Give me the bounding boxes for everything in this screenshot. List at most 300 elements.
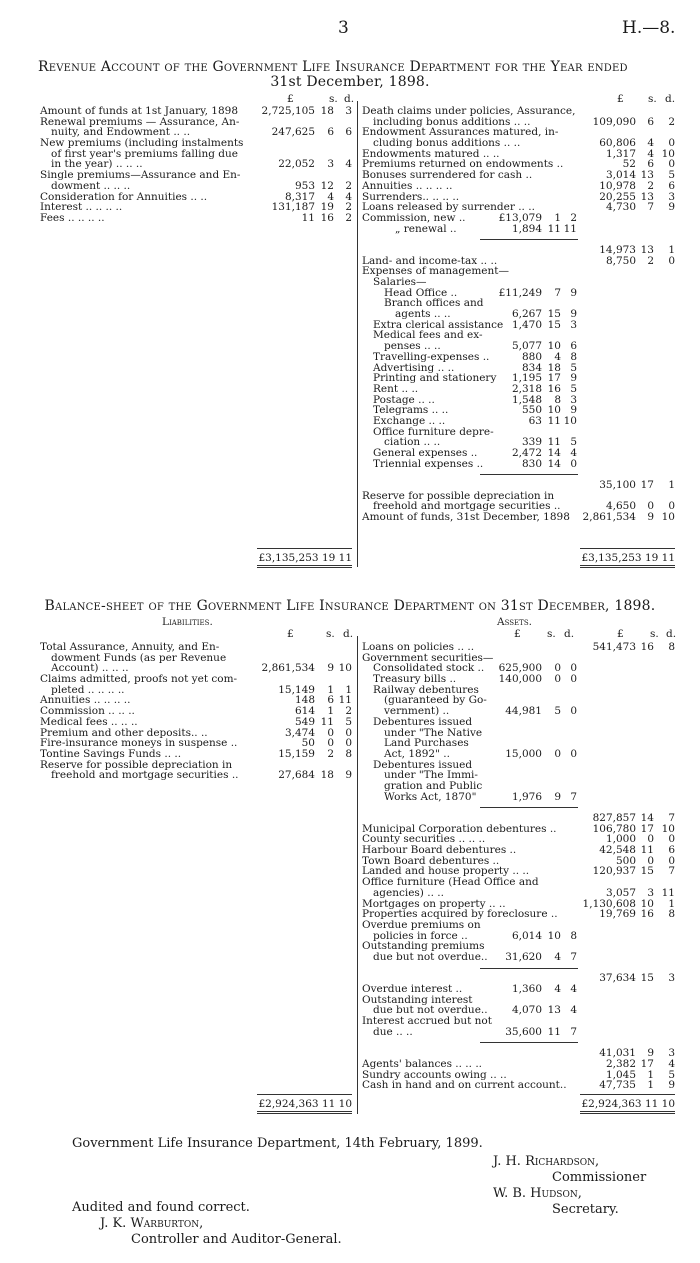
document-reference: H.—8.	[622, 18, 676, 38]
ledger-row	[362, 888, 674, 899]
shillings: 1	[327, 705, 334, 718]
ledger-row	[362, 920, 674, 931]
pounds: 1,130,608	[582, 897, 636, 910]
row-label: due but not overdue..	[373, 950, 488, 963]
row-label: Medical fees .. .. ..	[40, 715, 138, 728]
shillings: 11	[320, 715, 334, 728]
inner-pounds: 6,014	[511, 929, 542, 942]
inner-pence: 9	[570, 286, 577, 299]
inner-shillings: 15	[547, 318, 561, 331]
inner-pence: 4	[570, 983, 577, 995]
pounds: 2,725,105	[261, 105, 315, 117]
shillings: 9	[647, 1047, 654, 1060]
inner-shillings: 14	[547, 447, 561, 459]
shillings: 6	[327, 694, 334, 707]
ledger-row	[40, 749, 352, 760]
inner-pence: 0	[570, 705, 577, 718]
shillings: 4	[327, 190, 334, 203]
inner-shillings: 7	[554, 286, 561, 299]
shillings: 17	[640, 822, 654, 835]
inner-pounds: £13,079	[498, 211, 542, 224]
inner-pounds: 1,894	[511, 222, 542, 235]
pence: 10	[661, 147, 675, 160]
signatory-1-name: J. H. Richardson,	[493, 1154, 600, 1169]
row-label: New premiums (including instalments	[40, 137, 244, 150]
inner-shillings: 4	[554, 983, 561, 995]
ledger-row	[362, 1059, 674, 1070]
balance-left-double-rule	[257, 1111, 352, 1114]
inner-pence: 7	[570, 950, 577, 963]
shillings: 16	[640, 641, 654, 653]
row-label: Medical fees and ex-	[373, 329, 483, 342]
row-label: Municipal Corporation debentures ..	[362, 822, 557, 835]
row-label: under "The Native	[384, 726, 483, 739]
balance-title: Balance-sheet of the Government Life Insurance Department on 31st December, 1898.	[44, 598, 656, 614]
row-label: Postage .. ..	[373, 393, 435, 406]
pence: 9	[668, 201, 675, 214]
inner-pence: 6	[570, 340, 577, 353]
row-label: under "The Immi-	[384, 769, 478, 782]
inner-pounds: 2,472	[511, 447, 542, 459]
pounds: 549	[294, 715, 315, 728]
row-label: in the year) .. .. ..	[51, 158, 143, 171]
row-label: Commission .. .. ..	[40, 705, 135, 718]
row-label: Overdue premiums on	[362, 918, 481, 931]
shillings: 9	[327, 662, 334, 675]
pence: 3	[668, 1047, 675, 1060]
shillings: 1	[327, 683, 334, 696]
row-label: Total Assurance, Annuity, and En-	[40, 641, 220, 653]
pence: 4	[345, 190, 352, 203]
inner-pence: 11	[563, 222, 577, 235]
shillings: 0	[327, 726, 334, 739]
inner-pounds: 63	[528, 414, 542, 427]
row-label: dowment .. .. ..	[51, 179, 131, 192]
subtotal-rule	[480, 807, 578, 808]
ledger-row	[40, 717, 352, 728]
ledger-row	[40, 770, 352, 781]
pounds: 614	[294, 705, 315, 718]
row-label: Government securities—	[362, 651, 494, 664]
ledger-row	[362, 181, 674, 192]
inner-pence: 8	[570, 929, 577, 942]
row-label: Annuities .. .. .. ..	[40, 694, 131, 707]
inner-pence: 2	[570, 211, 577, 224]
inner-pence: 7	[570, 1025, 577, 1038]
pence: 3	[668, 972, 675, 985]
row-label: Premium and other deposits.. ..	[40, 726, 208, 739]
shillings: 19	[320, 201, 334, 214]
pence: 2	[345, 211, 352, 224]
subtotal-rule	[480, 239, 578, 240]
ledger-row	[362, 213, 674, 224]
inner-pence: 0	[570, 673, 577, 686]
balance-right-pence-header: d.	[666, 628, 677, 640]
row-label: Triennial expenses ..	[373, 457, 484, 470]
shillings: 12	[320, 179, 334, 192]
row-label: Town Board debentures ..	[362, 854, 500, 867]
inner-pence: 0	[570, 662, 577, 675]
pounds: 14,973	[599, 243, 636, 256]
pounds: 47,735	[599, 1079, 636, 1092]
pence: 0	[345, 737, 352, 750]
shillings: 3	[647, 886, 654, 899]
pounds: 15,149	[278, 683, 315, 696]
shillings: 14	[640, 812, 654, 824]
inner-pence: 5	[570, 382, 577, 395]
row-label: „ renewal ..	[395, 222, 457, 235]
pounds: 953	[294, 179, 315, 192]
row-label: dowment Funds (as per Revenue	[51, 651, 227, 664]
row-label: Fire-insurance moneys in suspense ..	[40, 737, 238, 750]
balance-divider	[357, 636, 358, 1114]
row-label: Fees .. .. .. ..	[40, 211, 105, 224]
row-label: Sundry accounts owing .. ..	[362, 1068, 507, 1081]
revenue-right-total: £3,135,253 19 11	[581, 552, 675, 564]
inner-shillings: 4	[554, 350, 561, 363]
inner-shillings: 13	[547, 1004, 561, 1017]
row-label: gration and Public	[384, 779, 483, 792]
pounds: 148	[294, 694, 315, 707]
shillings: 10	[640, 897, 654, 910]
revenue-receipts-list	[40, 106, 352, 224]
pence: 9	[668, 1079, 675, 1092]
inner-pounds: 5,077	[511, 340, 542, 353]
pounds: 8,317	[284, 190, 315, 203]
revenue-payments-list	[362, 106, 674, 523]
signatory-1-title: Commissioner	[552, 1170, 647, 1185]
row-label: Treasury bills ..	[373, 673, 457, 686]
row-label: Agents' balances .. .. ..	[362, 1057, 482, 1070]
subtotal-rule	[480, 968, 578, 969]
row-label: Land- and income-tax .. ..	[362, 254, 498, 267]
inner-pounds: 880	[521, 350, 542, 363]
inner-pounds: 6,267	[511, 308, 542, 321]
ledger-row	[40, 181, 352, 192]
pence: 3	[668, 190, 675, 203]
pounds: 541,473	[592, 641, 636, 653]
audit-statement: Audited and found correct.	[72, 1200, 250, 1215]
inner-pence: 5	[570, 361, 577, 374]
revenue-title-date: 31st December, 1898.	[270, 74, 430, 90]
shillings: 18	[320, 105, 334, 117]
shillings: 17	[640, 1057, 654, 1070]
row-label: Loans on policies .. ..	[362, 641, 475, 653]
pence: 0	[345, 726, 352, 739]
inner-shillings: 10	[547, 404, 561, 417]
inner-pence: 5	[570, 436, 577, 449]
revenue-title: Revenue Account of the Government Life Insurance Department for the Year ended	[38, 59, 628, 75]
inner-shillings: 16	[547, 382, 561, 395]
inner-pounds: 1,470	[511, 318, 542, 331]
balance-inner-pounds-header: £	[514, 628, 521, 640]
row-label: Printing and stationery	[373, 372, 497, 385]
row-label: Consolidated stock ..	[373, 662, 485, 675]
ledger-row	[362, 384, 674, 395]
pence: 0	[668, 833, 675, 846]
row-label: Premiums returned on endowments ..	[362, 158, 564, 171]
pence: 10	[661, 511, 675, 524]
inner-pounds: 31,620	[505, 950, 542, 963]
pounds: 42,548	[599, 844, 636, 857]
revenue-left-pence-header: d.	[344, 93, 355, 105]
row-label: Branch offices and	[384, 297, 484, 310]
balance-left-pence-header: d.	[343, 628, 354, 640]
row-label: Debentures issued	[373, 758, 473, 771]
ledger-row	[362, 749, 674, 760]
shillings: 13	[640, 190, 654, 203]
pounds: 247,625	[271, 126, 315, 139]
pounds: 2,861,534	[582, 511, 636, 524]
row-label: vernment) ..	[384, 705, 450, 718]
ledger-row	[362, 717, 674, 728]
row-label: Loans released by surrender .. ..	[362, 201, 535, 214]
revenue-right-pounds-header: £	[617, 93, 624, 105]
shillings: 13	[640, 169, 654, 182]
pence: 0	[668, 158, 675, 171]
shillings: 15	[640, 972, 654, 985]
pounds: 27,684	[278, 769, 315, 782]
pence: 6	[345, 126, 352, 139]
row-label: Endowment Assurances matured, in-	[362, 126, 559, 139]
row-label: Reserve for possible depreciation in	[362, 489, 555, 502]
ledger-row	[362, 1027, 674, 1038]
inner-pence: 8	[570, 350, 577, 363]
pence: 5	[668, 169, 675, 182]
shillings: 0	[647, 500, 654, 513]
row-label: Office furniture (Head Office and	[362, 876, 539, 889]
shillings: 3	[327, 158, 334, 171]
shillings: 17	[640, 479, 654, 492]
row-label: Salaries—	[373, 276, 427, 288]
inner-shillings: 9	[554, 790, 561, 803]
pence: 2	[345, 705, 352, 718]
inner-pence: 9	[570, 404, 577, 417]
inner-pounds: 140,000	[498, 673, 542, 686]
inner-pounds: 625,900	[498, 662, 542, 675]
pounds: 19,769	[599, 908, 636, 921]
inner-pounds: 1,976	[511, 790, 542, 803]
row-label: due but not overdue..	[373, 1004, 488, 1017]
assets-list	[362, 642, 674, 1091]
inner-shillings: 5	[554, 705, 561, 718]
inner-pence: 3	[570, 318, 577, 331]
row-label: Account) .. .. ..	[51, 662, 129, 675]
row-label: Office furniture depre-	[373, 425, 494, 438]
row-label: Debentures issued	[373, 715, 473, 728]
balance-left-total: £2,924,363 11 10	[258, 1098, 352, 1110]
pounds: 1,317	[605, 147, 636, 160]
balance-left-shillings-header: s.	[326, 628, 335, 640]
inner-pounds: 35,600	[505, 1025, 542, 1038]
pence: 6	[668, 179, 675, 192]
inner-pounds: 1,195	[511, 372, 542, 385]
row-label: (guaranteed by Go-	[384, 694, 487, 707]
row-label: penses .. ..	[384, 340, 441, 353]
row-label: Travelling-expenses ..	[373, 350, 490, 363]
pence: 0	[668, 854, 675, 867]
pence: 4	[668, 1057, 675, 1070]
inner-shillings: 8	[554, 393, 561, 406]
pounds: 1,000	[605, 833, 636, 846]
shillings: 16	[640, 908, 654, 921]
pounds: 35,100	[599, 479, 636, 492]
pence: 10	[661, 822, 675, 835]
pence: 1	[668, 479, 675, 492]
row-label: Telegrams .. ..	[373, 404, 449, 417]
shillings: 0	[647, 854, 654, 867]
inner-pounds: £11,249	[498, 286, 542, 299]
balance-right-total-rule	[580, 1094, 675, 1095]
balance-left-total-rule	[257, 1094, 352, 1095]
pence: 7	[668, 865, 675, 878]
row-label: Amount of funds at 1st January, 1898	[40, 105, 238, 117]
inner-pounds: 15,000	[505, 747, 542, 760]
row-label: Exchange .. ..	[373, 414, 446, 427]
revenue-divider	[357, 101, 358, 567]
pence: 8	[668, 908, 675, 921]
pence: 1	[668, 897, 675, 910]
row-label: Interest .. .. .. ..	[40, 201, 123, 214]
ledger-row	[362, 352, 674, 363]
inner-pence: 9	[570, 308, 577, 321]
pounds: 60,806	[599, 137, 636, 150]
row-label: General expenses ..	[373, 447, 478, 459]
subtotal-rule	[480, 1042, 578, 1043]
row-label: nuity, and Endowment .. ..	[51, 126, 191, 139]
pounds: 52	[622, 158, 636, 171]
inner-pounds: 44,981	[505, 705, 542, 718]
row-label: agents .. ..	[395, 308, 451, 321]
row-label: Commission, new ..	[362, 211, 466, 224]
inner-pence: 7	[570, 790, 577, 803]
inner-shillings: 11	[547, 414, 561, 427]
pence: 8	[345, 747, 352, 760]
revenue-left-shillings-header: s.	[329, 93, 338, 105]
pounds: 11	[301, 211, 315, 224]
inner-pounds: 4,070	[511, 1004, 542, 1017]
pounds: 41,031	[599, 1047, 636, 1060]
ledger-row	[362, 1080, 674, 1091]
row-label: agencies) .. ..	[373, 886, 444, 899]
row-label: ciation .. ..	[384, 436, 441, 449]
row-label: Works Act, 1870"	[384, 790, 477, 803]
pounds: 22,052	[278, 158, 315, 171]
shillings: 16	[320, 211, 334, 224]
inner-shillings: 4	[554, 950, 561, 963]
pence: 9	[345, 769, 352, 782]
pence: 8	[668, 641, 675, 653]
pounds: 37,634	[599, 972, 636, 985]
pence: 0	[668, 137, 675, 150]
shillings: 15	[640, 865, 654, 878]
liabilities-heading: Liabilities.	[162, 616, 213, 628]
inner-pence: 10	[563, 414, 577, 427]
pence: 1	[668, 243, 675, 256]
revenue-right-double-rule	[580, 565, 675, 568]
row-label: pleted .. .. .. ..	[51, 683, 125, 696]
revenue-left-double-rule	[257, 565, 352, 568]
row-label: Amount of funds, 31st December, 1898	[362, 511, 570, 524]
inner-shillings: 18	[547, 361, 561, 374]
balance-right-total: £2,924,363 11 10	[581, 1098, 675, 1110]
row-label: freehold and mortgage securities ..	[373, 500, 561, 513]
row-label: Landed and house property .. ..	[362, 865, 530, 878]
row-label: Consideration for Annuities .. ..	[40, 190, 208, 203]
row-label: Extra clerical assistance	[373, 318, 504, 331]
balance-right-shillings-header: s.	[650, 628, 659, 640]
row-label: Overdue interest ..	[362, 983, 463, 995]
revenue-right-shillings-header: s.	[648, 93, 657, 105]
row-label: Land Purchases	[384, 737, 469, 750]
inner-shillings: 0	[554, 747, 561, 760]
balance-inner-pence-header: d.	[564, 628, 575, 640]
row-label: freehold and mortgage securities ..	[51, 769, 239, 782]
assets-heading: Assets.	[497, 616, 532, 628]
page-number: 3	[338, 18, 349, 38]
subtotal-rule	[480, 474, 578, 475]
shillings: 2	[647, 179, 654, 192]
row-label: Annuities .. .. .. ..	[362, 179, 453, 192]
row-label: Renewal premiums — Assurance, An-	[40, 115, 240, 128]
pounds: 10,978	[599, 179, 636, 192]
inner-pence: 9	[570, 372, 577, 385]
inner-pounds: 834	[521, 361, 542, 374]
inner-pence: 3	[570, 393, 577, 406]
balance-left-pounds-header: £	[287, 628, 294, 640]
pence: 11	[661, 886, 675, 899]
auditor-name: J. K. Warburton,	[100, 1216, 204, 1231]
pounds: 120,937	[592, 865, 636, 878]
shillings: 2	[327, 747, 334, 760]
pounds: 827,857	[592, 812, 636, 824]
pence: 2	[668, 115, 675, 128]
row-label: Expenses of management—	[362, 265, 509, 278]
shillings: 6	[647, 115, 654, 128]
dateline: Government Life Insurance Department, 14th February, 1899.	[72, 1136, 483, 1151]
shillings: 18	[320, 769, 334, 782]
inner-shillings: 10	[547, 340, 561, 353]
pounds: 3,057	[605, 886, 636, 899]
row-label: Advertising .. ..	[373, 361, 455, 374]
ledger-row	[362, 792, 674, 803]
pounds: 109,090	[592, 115, 636, 128]
ledger-row	[362, 224, 674, 235]
signatory-2-name: W. B. Hudson,	[493, 1186, 582, 1201]
shillings: 13	[640, 243, 654, 256]
inner-shillings: 15	[547, 308, 561, 321]
pence: 1	[345, 683, 352, 696]
pounds: 4,730	[605, 201, 636, 214]
row-label: Death claims under policies, Assurance,	[362, 105, 576, 117]
inner-shillings: 11	[547, 436, 561, 449]
shillings: 7	[647, 201, 654, 214]
pence: 10	[338, 662, 352, 675]
inner-pence: 0	[570, 747, 577, 760]
pence: 3	[345, 105, 352, 117]
pounds: 131,187	[271, 201, 315, 214]
pounds: 50	[301, 737, 315, 750]
row-label: Railway debentures	[373, 683, 479, 696]
pence: 0	[668, 254, 675, 267]
revenue-left-pounds-header: £	[287, 93, 294, 105]
row-label: due .. ..	[373, 1025, 413, 1038]
pence: 2	[345, 179, 352, 192]
signatory-2-title: Secretary.	[552, 1202, 619, 1217]
row-label: Head Office ..	[384, 286, 458, 299]
pence: 5	[668, 1068, 675, 1081]
pence: 7	[668, 812, 675, 824]
